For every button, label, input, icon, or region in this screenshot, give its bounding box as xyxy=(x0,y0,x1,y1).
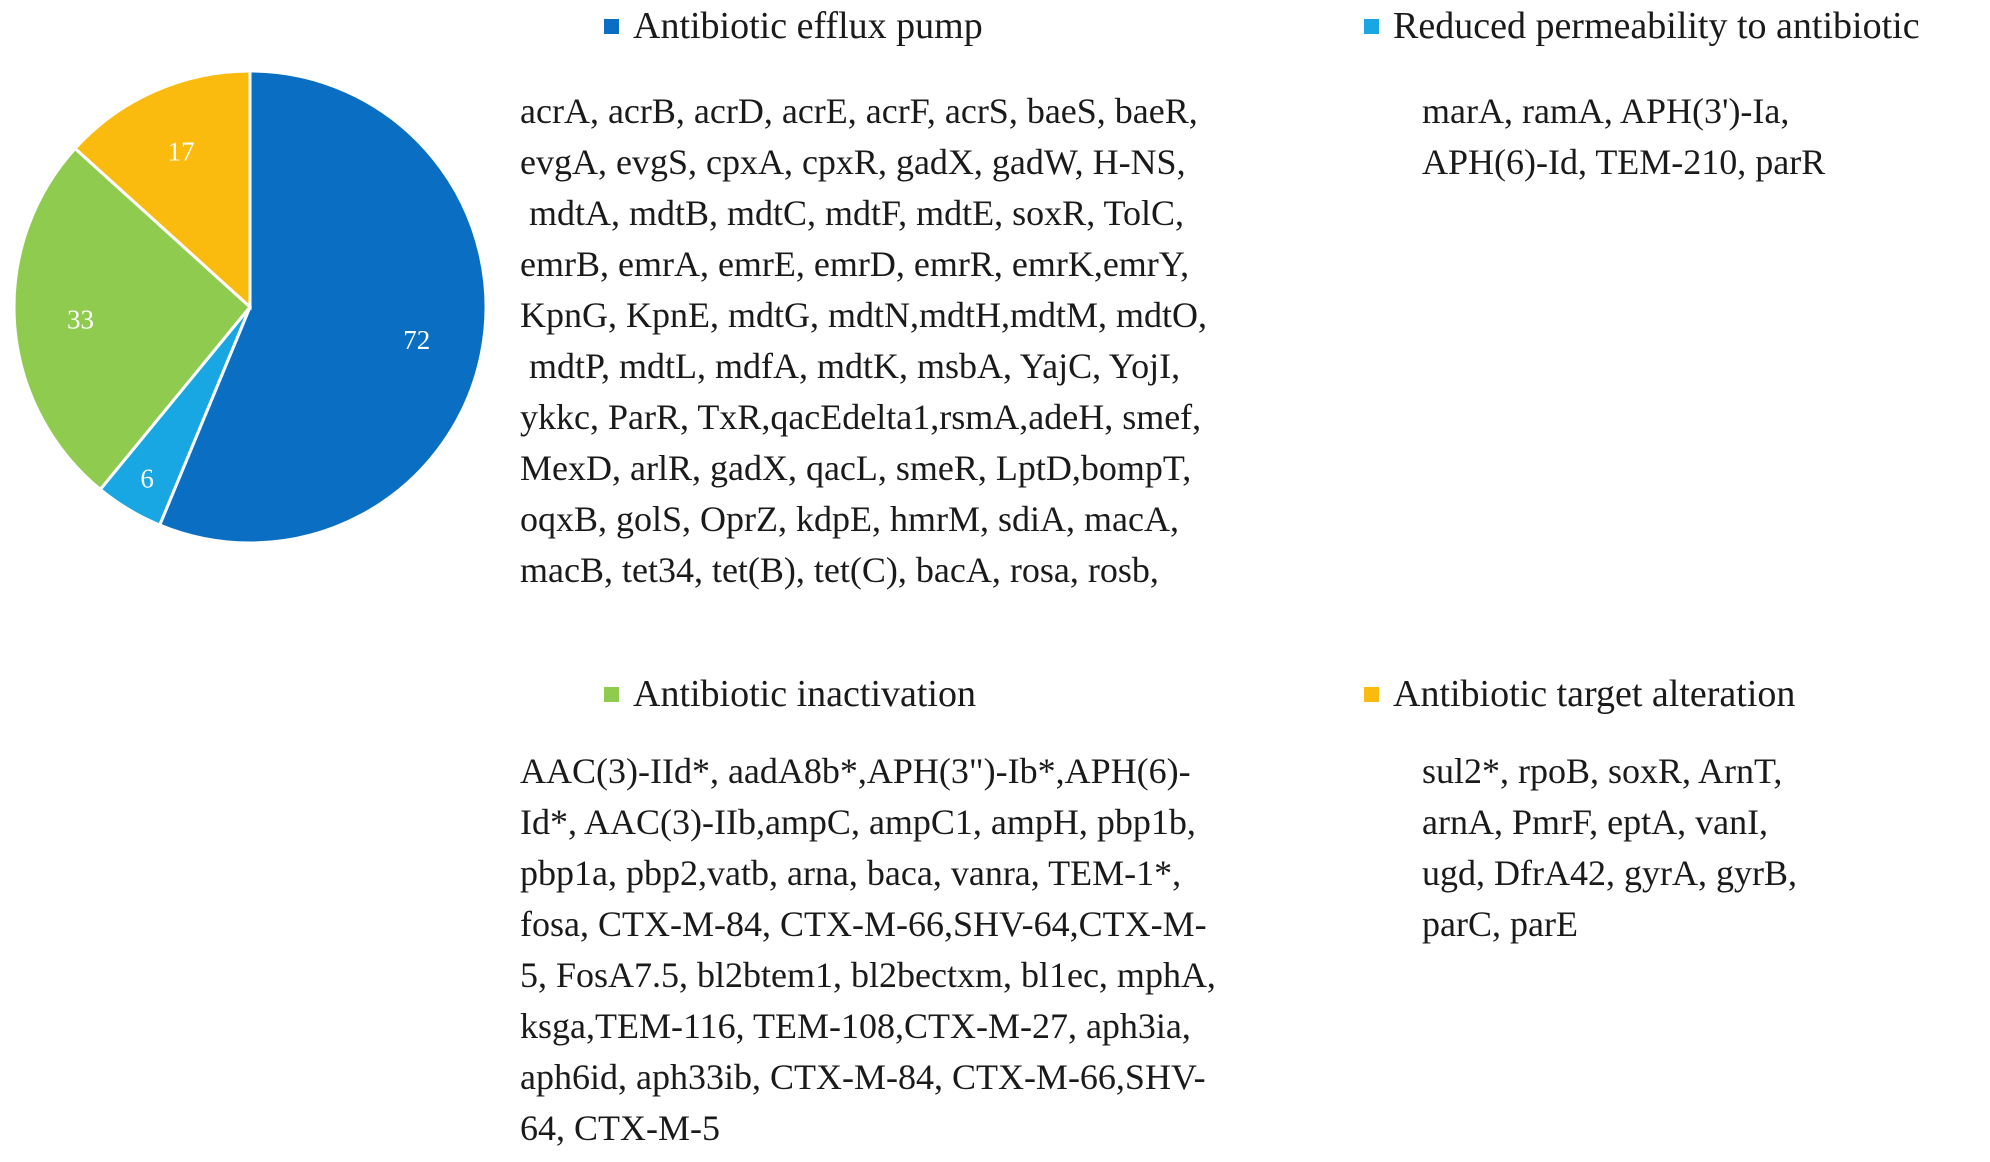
gene-list-line: sul2*, rpoB, soxR, ArnT, xyxy=(1422,751,1783,791)
pie-data-label: 33 xyxy=(66,304,94,335)
gene-list-line: mdtP, mdtL, mdfA, mdtK, msbA, YajC, YojI, xyxy=(520,346,1181,386)
legend-label-reduced-permeability: Reduced permeability to antibiotic xyxy=(1393,5,1920,47)
gene-list-line: KpnG, KpnE, mdtG, mdtN,mdtH,mdtM, mdtO, xyxy=(520,295,1208,335)
legend-swatch-reduced-permeability xyxy=(1364,19,1379,34)
pie-chart xyxy=(0,0,500,560)
gene-list-line: aph6id, aph33ib, CTX-M-84, CTX-M-66,SHV- xyxy=(520,1057,1206,1097)
legend-label-target-alteration: Antibiotic target alteration xyxy=(1393,673,1796,715)
gene-list-line: arnA, PmrF, eptA, vanI, xyxy=(1422,802,1769,842)
gene-list-line: Id*, AAC(3)-IIb,ampC, ampC1, ampH, pbp1b, xyxy=(520,802,1196,842)
legend-swatch-inactivation xyxy=(604,687,619,702)
pie-data-label: 72 xyxy=(403,325,431,356)
gene-list-reduced-permeability xyxy=(1422,86,1825,188)
legend-label-efflux-pump: Antibiotic efflux pump xyxy=(633,5,983,47)
gene-list-line: fosa, CTX-M-84, CTX-M-66,SHV-64,CTX-M- xyxy=(520,904,1207,944)
legend-efflux-pump xyxy=(604,4,983,48)
gene-list-line: macB, tet34, tet(B), tet(C), bacA, rosa, rosb, xyxy=(520,550,1159,590)
gene-list-inactivation xyxy=(520,746,1216,1154)
pie-data-label: 6 xyxy=(140,463,154,494)
gene-list-line: emrB, emrA, emrE, emrD, emrR, emrK,emrY, xyxy=(520,244,1190,284)
pie-data-label: 17 xyxy=(167,136,195,167)
gene-list-line: 5, FosA7.5, bl2btem1, bl2bectxm, bl1ec, mphA, xyxy=(520,955,1216,995)
gene-list-line: AAC(3)-IId*, aadA8b*,APH(3")-Ib*,APH(6)- xyxy=(520,751,1191,791)
gene-list-target-alteration xyxy=(1422,746,1797,950)
gene-list-line: evgA, evgS, cpxA, cpxR, gadX, gadW, H-NS, xyxy=(520,142,1186,182)
legend-reduced-permeability xyxy=(1364,4,1920,48)
gene-list-line: 64, CTX-M-5 xyxy=(520,1108,720,1148)
gene-list-line: ykkc, ParR, TxR,qacEdelta1,rsmA,adeH, smef, xyxy=(520,397,1202,437)
gene-list-line: ksga,TEM-116, TEM-108,CTX-M-27, aph3ia, xyxy=(520,1006,1191,1046)
gene-list-line: pbp1a, pbp2,vatb, arna, baca, vanra, TEM-1*, xyxy=(520,853,1182,893)
legend-swatch-target-alteration xyxy=(1364,687,1379,702)
legend-label-inactivation: Antibiotic inactivation xyxy=(633,673,976,715)
gene-list-line: oqxB, golS, OprZ, kdpE, hmrM, sdiA, macA, xyxy=(520,499,1179,539)
legend-swatch-efflux-pump xyxy=(604,19,619,34)
gene-list-line: APH(6)-Id, TEM-210, parR xyxy=(1422,142,1826,182)
gene-list-line: ugd, DfrA42, gyrA, gyrB, xyxy=(1422,853,1797,893)
gene-list-line: MexD, arlR, gadX, qacL, smeR, LptD,bompT, xyxy=(520,448,1192,488)
gene-list-efflux-pump xyxy=(520,86,1207,596)
gene-list-line: parC, parE xyxy=(1422,904,1578,944)
gene-list-line: acrA, acrB, acrD, acrE, acrF, acrS, baeS, baeR, xyxy=(520,91,1198,131)
legend-inactivation xyxy=(604,672,976,716)
legend-target-alteration xyxy=(1364,672,1795,716)
gene-list-line: mdtA, mdtB, mdtC, mdtF, mdtE, soxR, TolC, xyxy=(520,193,1185,233)
gene-list-line: marA, ramA, APH(3')-Ia, xyxy=(1422,91,1790,131)
